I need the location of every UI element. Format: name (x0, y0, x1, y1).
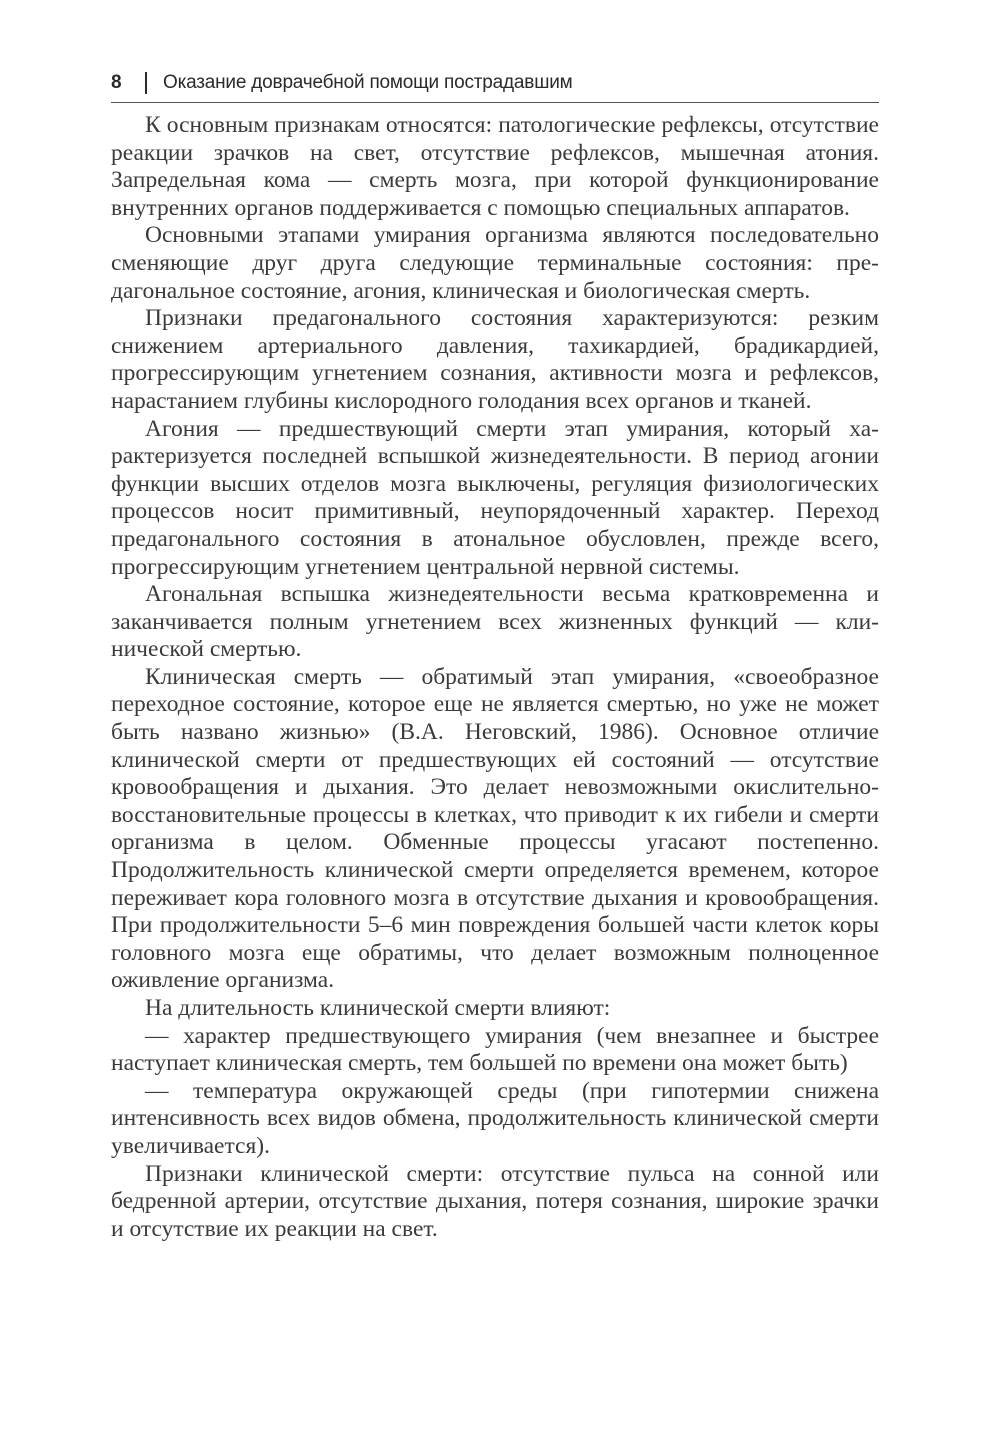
paragraph: Агония — предшествующий смерти этап умирания, который характеризуется последней вспышкой жизнедеятельности. В период агонии функции высших отделов мозга выключены, регуляция физиологических процессов носит примитивный, неупорядоченный характер. Переход предагонального состояния в атональное обусловлен, прежде всего, прогрессирующим угнетением центральной нервной системы. (111, 415, 879, 580)
paragraph: К основным признакам относятся: патологические рефлексы, отсутствие реакции зрачков на свет, отсутствие рефлексов, мышечная атония. Запредельная кома — смерть мозга, при которой функционирование внутренних органов поддерживается с помощью специальных аппаратов. (111, 112, 879, 221)
paragraph: Признаки клинической смерти: отсутствие пульса на сонной или бедренной артерии, отсутствие дыхания, потеря сознания, широкие зрачки и отсутствие их реакции на свет. (111, 1160, 879, 1242)
list-item: — температура окружающей среды (при гипотермии снижена интенсивность всех видов обмена, продолжительность клинической смерти увеличивается). (111, 1077, 879, 1159)
list-item: — характер предшествующего умирания (чем внезапнее и быстрее наступает клиническая смерть, тем большей по времени она может быть) (111, 1022, 879, 1077)
paragraph: Основными этапами умирания организма являются последовательно сменяющие друг друга следующие терминальные состояния: предагональное состояние, агония, клиническая и биологическая смерть. (111, 222, 879, 304)
body-text (111, 112, 879, 1243)
page-number: 8 (111, 72, 122, 93)
header-separator (145, 72, 147, 94)
paragraph: Агональная вспышка жизнедеятельности весьма кратковременна и заканчивается полным угнетением всех жизненных функций — клинической смертью. (111, 581, 879, 663)
header-rule (111, 102, 879, 103)
paragraph: На длительность клинической смерти влияют: (145, 995, 611, 1021)
paragraph: Клиническая смерть — обратимый этап умирания, «своеобразное переходное состояние, которое еще не является смертью, но уже не может быть названо жизнью» (В.А. Неговский, 1986). Основное отличие клинической смерти от предшествующих ей состояний — отсутствие кровообращения и дыхания. Это делает невозможными окислительно-восстановительные процессы в клетках, что приводит к их гибели и смерти организма в целом. Обменные процессы угасают постепенно. Продолжительность клинической смерти определяется временем, которое переживает кора головного мозга в отсутствие дыхания и кровообращения. При продолжительности 5–6 мин повреждения большей части клеток коры головного мозга еще обратимы, что делает возможным полноценное оживление организма. (111, 663, 879, 994)
paragraph: Признаки предагонального состояния характеризуются: резким снижением артериального давления, тахикардией, брадикардией, прогрессирующим угнетением сознания, активности мозга и рефлексов, нарастанием глубины кислородного голодания всех органов и тканей. (111, 305, 879, 414)
running-head (111, 66, 879, 100)
chapter-title: Оказание доврачебной помощи пострадавшим (163, 72, 573, 93)
